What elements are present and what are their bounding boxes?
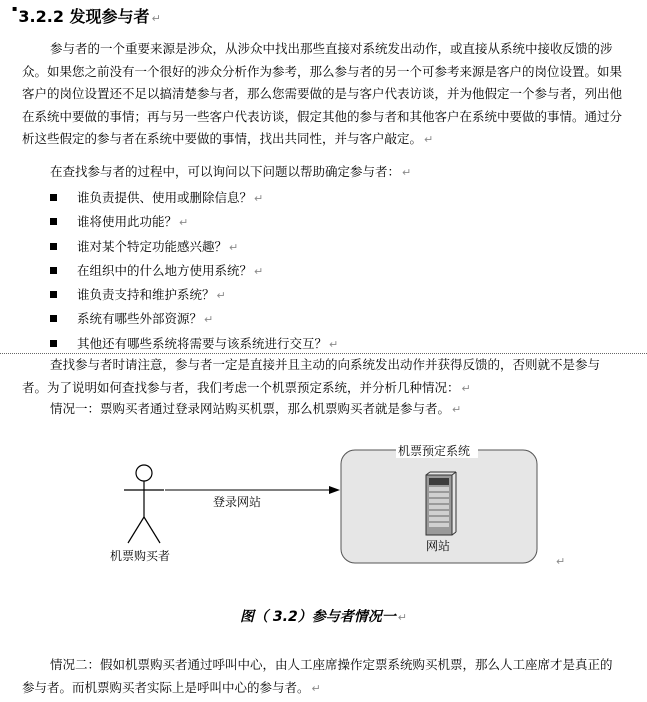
- paragraph-mark: ↵: [402, 166, 412, 179]
- list-item: [50, 307, 338, 331]
- paragraph-mark: ↵: [424, 133, 434, 146]
- heading-bullet: ▪: [12, 4, 18, 13]
- actor-diagram: [0, 430, 647, 580]
- list-item: [50, 283, 338, 307]
- paragraph-mark: ↵: [329, 337, 339, 351]
- arrowhead-icon: [329, 486, 340, 494]
- paragraph-stakeholders: [22, 38, 622, 152]
- square-bullet-icon: [50, 315, 57, 322]
- square-bullet-icon: [50, 291, 57, 298]
- paragraph-text: 情况一：票购买者通过登录网站购买机票，那么机票购买者就是参与者。: [50, 401, 451, 416]
- list-item-text: 在组织中的什么地方使用系统？: [77, 262, 253, 278]
- paragraph-case-one: [22, 398, 622, 422]
- caption-text: 图（ 3.2）参与者情况一: [240, 609, 396, 625]
- paragraph-text: 情况二：假如机票购买者通过呼叫中心，由人工座席操作定票系统购买机票，那么人工座席才是真正的参与者。而机票购买者实际上是呼叫中心的参与者。: [22, 657, 613, 695]
- paragraph-mark: ↵: [151, 12, 161, 25]
- paragraph-mark: ↵: [461, 381, 471, 395]
- question-list: [50, 186, 338, 356]
- arrow-label: 登录网站: [213, 495, 262, 509]
- list-item-text: 谁将使用此功能？: [77, 214, 178, 230]
- figure-caption: [0, 606, 647, 626]
- list-item: [50, 186, 338, 210]
- paragraph-text: 在查找参与者的过程中，可以询问以下问题以帮助确定参与者：: [50, 164, 401, 179]
- server-tower-icon: [426, 472, 456, 535]
- list-item-text: 谁对某个特定功能感兴趣？: [77, 238, 228, 254]
- paragraph-case-two: [22, 654, 622, 700]
- list-item: [50, 210, 338, 234]
- paragraph-notes: [22, 354, 622, 400]
- section-title: 3.2.2 发现参与者: [18, 7, 150, 26]
- server-label: 网站: [426, 539, 451, 553]
- list-item-text: 谁负责提供、使用或删除信息？: [77, 190, 253, 205]
- list-item-text: 谁负责支持和维护系统？: [77, 287, 215, 303]
- paragraph-mark: ↵: [179, 216, 189, 230]
- arrow-connector: [165, 486, 340, 494]
- actor-stick-figure-icon: [124, 465, 164, 543]
- section-heading: [12, 4, 161, 27]
- square-bullet-icon: [50, 243, 57, 250]
- paragraph-mark: ↵: [452, 403, 462, 416]
- list-item-text: 系统有哪些外部资源？: [77, 311, 203, 327]
- paragraph-mark: ↵: [254, 264, 264, 278]
- actor-label: 机票购买者: [110, 549, 171, 563]
- paragraph-questions-intro: [22, 161, 622, 185]
- paragraph-mark: ↵: [204, 313, 214, 327]
- square-bullet-icon: [50, 194, 57, 201]
- list-item: [50, 259, 338, 283]
- paragraph-text: 查找参与者时请注意，参与者一定是直接并且主动的向系统发出动作并获得反馈的，否则就不是参与者。为了说明如何查找参与者，我们考虑一个机票预定系统，并分析几种情况：: [22, 357, 601, 395]
- paragraph-mark: ↵: [397, 611, 407, 624]
- paragraph-mark: ↵: [556, 555, 566, 568]
- square-bullet-icon: [50, 340, 57, 347]
- list-item: [50, 235, 338, 259]
- square-bullet-icon: [50, 267, 57, 274]
- paragraph-mark: ↵: [229, 240, 239, 254]
- paragraph-text: 参与者的一个重要来源是涉众，从涉众中找出那些直接对系统发出动作，或直接从系统中接收反馈的涉众。如果您之前没有一个很好的涉众分析作为参考，那么参与者的另一个可参考来源是客户的岗位设置。如果客户的岗位设置还不足以搞清楚参与者，那么您需要做的是与客户代表访谈，并为他假定一个参与者，列出他在系统中要做的事情；再与另一些客户代表访谈，假定其他的参与者和其他客户在系统中要做的事情。通过分析这些假定的参与者在系统中要做的事情，找出共同性，并与客户敲定。: [22, 41, 623, 146]
- paragraph-mark: ↵: [311, 681, 321, 695]
- square-bullet-icon: [50, 218, 57, 225]
- system-label: 机票预定系统: [398, 444, 471, 458]
- paragraph-mark: ↵: [254, 192, 264, 205]
- paragraph-mark: ↵: [216, 289, 226, 303]
- list-item-text: 其他还有哪些系统将需要与该系统进行交互？: [77, 335, 328, 351]
